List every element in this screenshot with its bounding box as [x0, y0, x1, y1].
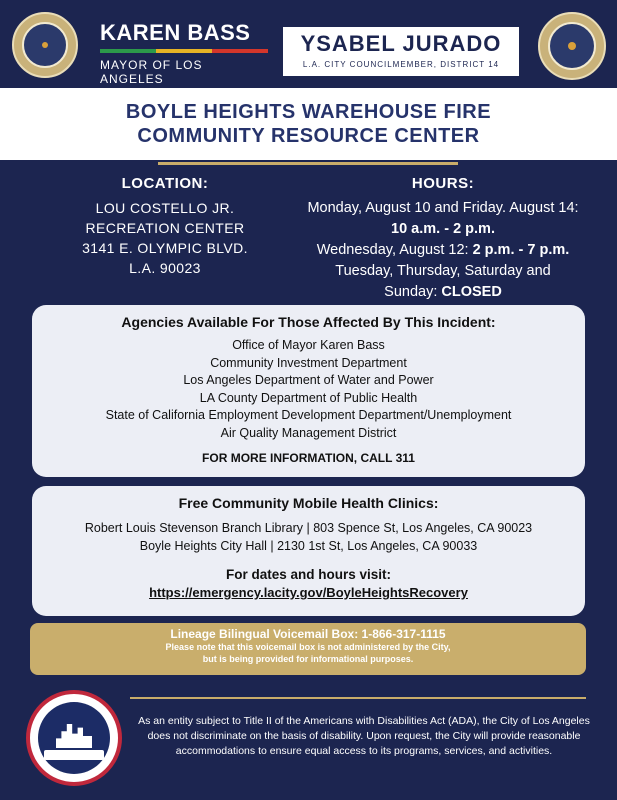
- councilmember-title: L.A. CITY COUNCILMEMBER, DISTRICT 14: [302, 60, 500, 69]
- location-line: LOU COSTELLO JR.: [95, 200, 235, 216]
- agencies-card: [32, 305, 585, 477]
- emergency-management-seal-icon: [26, 690, 122, 786]
- divider: [158, 162, 458, 165]
- hours-day-label: Sunday:: [384, 284, 442, 300]
- agency-item: Community Investment Department: [210, 355, 407, 370]
- ada-statement: As an entity subject to Title II of the Americans with Disabilities Act (ADA), the City of Los Angeles does not discriminate on the basis of disability. Upon request, the City will provide reasonable accommodations to ensure equal access to its programs, services, and activities.: [138, 715, 590, 757]
- hours-line-1: Monday, August 10 and Friday. August 14:: [307, 200, 579, 216]
- councilmember-name: YSABEL JURADO: [300, 31, 502, 56]
- recovery-link[interactable]: https://emergency.lacity.gov/BoyleHeightsRecovery: [149, 585, 468, 600]
- mayor-name: KAREN BASS: [100, 20, 251, 45]
- mayor-color-stripe: [100, 49, 268, 53]
- hours-line-4: Tuesday, Thursday, Saturday and: [335, 263, 551, 279]
- divider: [130, 697, 586, 699]
- mayor-block: [100, 20, 268, 86]
- clinics-heading: Free Community Mobile Health Clinics:: [178, 495, 439, 511]
- voicemail-title: Lineage Bilingual Voicemail Box: 1-866-317-1115: [170, 627, 446, 641]
- voicemail-banner: [30, 623, 586, 675]
- voicemail-note: Please note that this voicemail box is not administered by the City,: [165, 642, 451, 652]
- page-title: [0, 88, 617, 160]
- dates-label: For dates and hours visit:: [225, 567, 392, 582]
- location-line: L.A. 90023: [129, 260, 201, 276]
- city-seal-icon: [12, 12, 78, 78]
- hours-time: 2 p.m. - 7 p.m.: [472, 242, 570, 258]
- county-seal-icon: [538, 12, 606, 80]
- agencies-heading: Agencies Available For Those Affected By This Incident:: [121, 314, 496, 330]
- title-line-2: COMMUNITY RESOURCE CENTER: [137, 125, 480, 147]
- hours-line-3: [282, 240, 604, 261]
- agency-item: LA County Department of Public Health: [199, 390, 418, 405]
- location-line: RECREATION CENTER: [85, 220, 245, 236]
- clinic-item: Boyle Heights City Hall | 2130 1st St, Los Angeles, CA 90033: [139, 539, 478, 553]
- hours-line-5: [282, 282, 604, 303]
- header-banner: [0, 0, 617, 88]
- clinics-card: [32, 486, 585, 616]
- location-line: 3141 E. OLYMPIC BLVD.: [82, 240, 248, 256]
- hours-heading: HOURS:: [411, 175, 475, 192]
- councilmember-box: [283, 27, 519, 76]
- location-heading: LOCATION:: [121, 175, 209, 192]
- hours-day-label: Wednesday, August 12:: [316, 242, 473, 258]
- hours-closed: CLOSED: [441, 284, 502, 300]
- agency-item: State of California Employment Development Department/Unemployment: [105, 408, 512, 422]
- voicemail-note: but is being provided for informational purposes.: [202, 654, 414, 664]
- hours-section: [282, 175, 604, 303]
- agency-item: Los Angeles Department of Water and Power: [183, 373, 434, 387]
- title-line-1: BOYLE HEIGHTS WAREHOUSE FIRE: [125, 101, 492, 123]
- more-info-call-311: FOR MORE INFORMATION, CALL 311: [202, 451, 415, 465]
- hours-line-2: 10 a.m. - 2 p.m.: [391, 221, 495, 237]
- agency-item: Air Quality Management District: [220, 425, 397, 440]
- location-section: [70, 175, 260, 278]
- clinic-item: Robert Louis Stevenson Branch Library | 803 Spence St, Los Angeles, CA 90023: [84, 521, 533, 535]
- mayor-title: MAYOR OF LOS ANGELES: [100, 58, 203, 86]
- agency-item: Office of Mayor Karen Bass: [232, 338, 385, 352]
